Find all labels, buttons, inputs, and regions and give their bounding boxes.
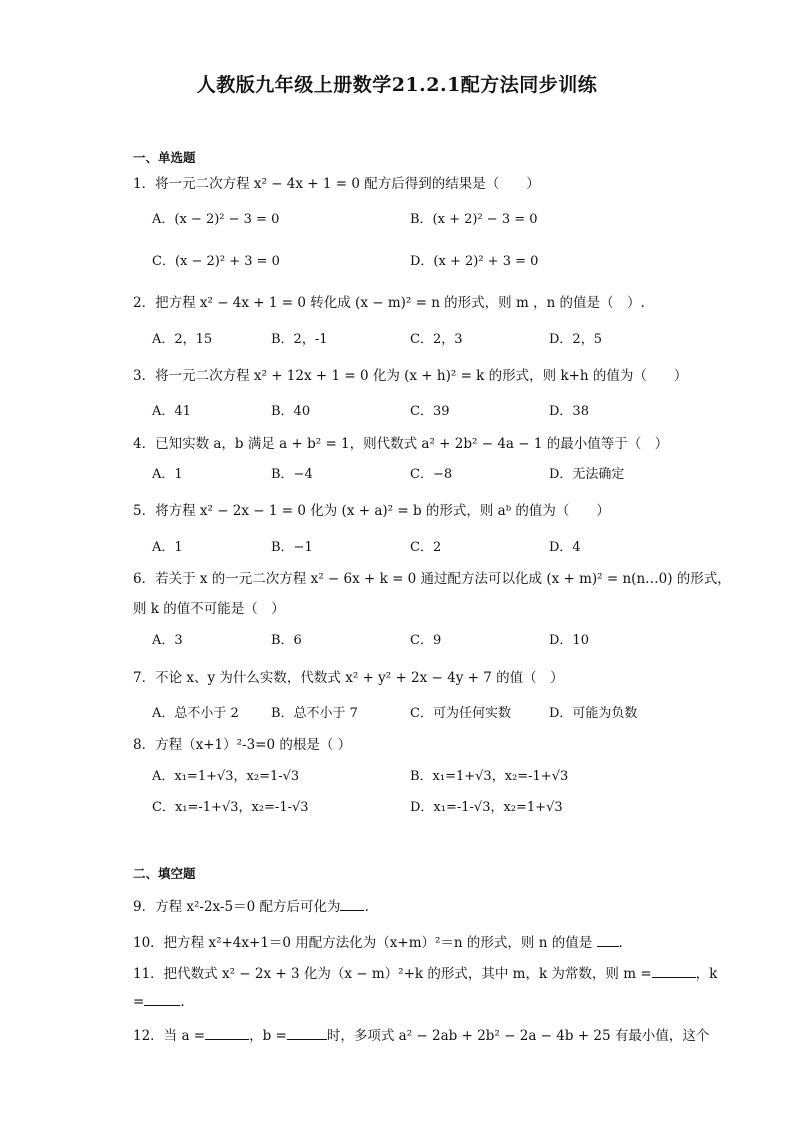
question-4-option-d: D．无法确定: [549, 467, 625, 482]
question-11-k-blank[interactable]: [144, 993, 180, 1006]
question-3-option-a: A．41: [152, 404, 191, 419]
question-5-option-d: D．4: [549, 540, 581, 555]
question-11-m-blank[interactable]: [652, 965, 696, 978]
question-8-stem: 8．方程（x+1）²-3=0 的根是（ ）: [133, 737, 352, 753]
question-11-line-1: [133, 962, 717, 982]
question-8-option-d: D．x₁=-1-√3，x₂=1+√3: [410, 800, 563, 815]
question-10-tail: .: [618, 935, 623, 951]
question-11-stem: 11．把代数式 x² − 2x + 3 化为（x − m）²+k 的形式，其中 m，k 为常数，则 m =: [133, 966, 652, 982]
question-2-option-c: C．2，3: [410, 332, 463, 347]
question-9: [133, 895, 369, 915]
question-1-option-a: A．(x − 2)² − 3 = 0: [152, 212, 280, 227]
question-2-option-a: A．2，15: [152, 332, 213, 347]
question-12: [133, 1024, 709, 1044]
question-7-stem: 7．不论 x、y 为什么实数，代数式 x² + y² + 2x − 4y + 7 的值（ ）: [133, 670, 564, 686]
section-heading-fill-blank: 二、填空题: [133, 866, 196, 881]
question-7-option-d: D．可能为负数: [549, 706, 638, 721]
question-9-answer-blank[interactable]: [340, 898, 364, 911]
question-5-stem: 5．将方程 x² − 2x − 1 = 0 化为 (x + a)² = b 的形式，则 aᵇ 的值为（ ）: [133, 503, 610, 519]
question-7-option-b: B．总不小于 7: [271, 706, 358, 721]
question-12-b-blank[interactable]: [287, 1027, 327, 1040]
question-1-option-c: C．(x − 2)² + 3 = 0: [152, 254, 280, 269]
question-2-stem: 2．把方程 x² − 4x + 1 = 0 转化成 (x − m)² = n 的形式，则 m ，n 的值是（ ）.: [133, 295, 645, 311]
question-6-option-b: B．6: [271, 633, 302, 648]
question-6-option-c: C．9: [410, 633, 442, 648]
page-title: 人教版九年级上册数学21.2.1配方法同步训练: [196, 74, 598, 96]
question-6-option-a: A．3: [152, 633, 183, 648]
question-2-option-d: D．2，5: [549, 332, 602, 347]
question-12-a-blank[interactable]: [205, 1027, 249, 1040]
question-1-option-d: D．(x + 2)² + 3 = 0: [410, 254, 539, 269]
question-4-option-a: A．1: [152, 467, 183, 482]
question-9-stem: 9．方程 x²-2x-5＝0 配方后可化为: [133, 899, 341, 915]
question-10-answer-blank[interactable]: [597, 934, 619, 947]
question-2-option-b: B．2，-1: [271, 332, 328, 347]
question-5-option-a: A．1: [152, 540, 183, 555]
question-10: [133, 931, 623, 951]
question-3-stem: 3．将一元二次方程 x² + 12x + 1 = 0 化为 (x + h)² = k 的形式，则 k+h 的值为（ ）: [133, 368, 688, 384]
question-6-stem-line-1: 6．若关于 x 的一元二次方程 x² − 6x + k = 0 通过配方法可以化成 (x + m)² = n(n…0) 的形式，: [133, 571, 731, 587]
question-8-option-a: A．x₁=1+√3，x₂=1-√3: [152, 769, 300, 784]
question-4-stem: 4．已知实数 a，b 满足 a + b² = 1，则代数式 a² + 2b² − 4a − 1 的最小值等于（ ）: [133, 436, 669, 452]
section-heading-single-choice: 一、单选题: [133, 150, 196, 165]
question-7-option-c: C．可为任何实数: [410, 706, 511, 721]
question-4-option-b: B．−4: [271, 467, 313, 482]
question-12-rest: 时，多项式 a² − 2ab + 2b² − 2a − 4b + 25 有最小值，这个: [326, 1028, 710, 1044]
question-11-k-label: ，k: [695, 966, 718, 982]
question-5-option-c: C．2: [410, 540, 442, 555]
question-6-stem-line-2: 则 k 的值不可能是（ ）: [133, 601, 285, 617]
question-9-tail: .: [364, 899, 369, 915]
question-11-tail: .: [180, 994, 185, 1010]
question-11-equals: =: [133, 994, 145, 1010]
question-6-option-d: D．10: [549, 633, 589, 648]
question-12-b-label: ，b =: [249, 1028, 287, 1044]
question-1-option-b: B．(x + 2)² − 3 = 0: [410, 212, 538, 227]
question-3-option-b: B．40: [271, 404, 311, 419]
question-12-stem: 12．当 a =: [133, 1028, 206, 1044]
question-7-option-a: A．总不小于 2: [152, 706, 239, 721]
question-1-stem: 1．将一元二次方程 x² − 4x + 1 = 0 配方后得到的结果是（ ）: [133, 176, 540, 192]
question-8-option-b: B．x₁=1+√3，x₂=-1+√3: [410, 769, 569, 784]
question-5-option-b: B．−1: [271, 540, 313, 555]
question-8-option-c: C．x₁=-1+√3，x₂=-1-√3: [152, 800, 309, 815]
question-3-option-c: C．39: [410, 404, 450, 419]
question-11-line-2: [133, 993, 185, 1010]
question-4-option-c: C．−8: [410, 467, 453, 482]
question-10-stem: 10．把方程 x²+4x+1＝0 用配方法化为（x+m）²＝n 的形式，则 n 的值是: [133, 935, 593, 951]
question-3-option-d: D．38: [549, 404, 589, 419]
